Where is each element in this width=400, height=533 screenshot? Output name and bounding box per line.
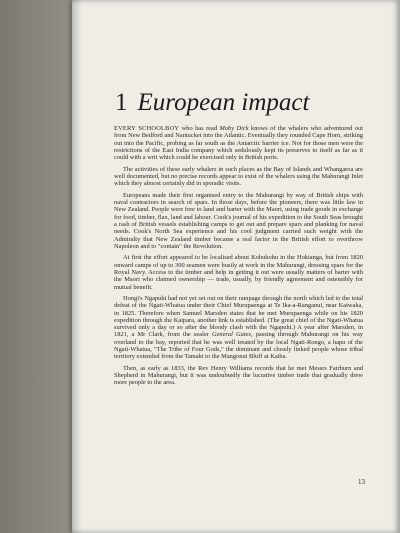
paragraph: [114, 365, 363, 387]
paragraph-lead-in: EVERY SCHOOLBOY: [114, 125, 180, 132]
chapter-number: 1: [115, 89, 128, 116]
paragraph-text: Hongi's Ngapuhi had not yet set out on their rampage through the north which led to the total defeat of the Ngati-Whatua under their Chief Murupaenga at Te Ika-a-Ranganui, near Kaiwaka, in 1825. Therefore when Samuel Marsden states that he met Murupaenga while on his 1820 expedition through the Kaipara, another link is established. (The great chief of the Ngati-Whatua survived only a day or so after the bloody clash with the Ngapuhi.) A year after Marsden, in 1821, a Mr Clark, from the sealer: [114, 294, 363, 339]
paragraph: [114, 295, 363, 361]
paragraph: [114, 254, 363, 290]
italic-title-text: General Gates: [211, 331, 251, 339]
paragraph-text: Europeans made their first organised entry to the Mahurangi by way of British ships with naval contractors in search of spars. In those days, before the pioneers, there was little law in New Zealand. People were free to land and barter with the Maori, using trade goods in exchange for food, timber, flax, land and labour. Cook's journal of his expedition to the South Seas brought a rash of British vessels establishing camps to get out and prepare spars and planking for naval needs. Cook's North Sea experience and his cool judgment carried such weight with the Admiralty that New Zealand timber became a real factor in the British effort to overthrow Napoleon and to "contain" the Revolution.: [114, 191, 363, 250]
chapter-heading: [115, 89, 375, 117]
paragraph: [114, 192, 363, 250]
chapter-title: European impact: [137, 89, 310, 116]
paragraph-text: At first the effort appeared to be localised about Kohukohu in the Hokianga, but from 1820 onward camps of up to 300 seamen were busily at work in the Mahurangi, dressing spars for the Royal Navy. Access to the timber and help in getting it out were usually matters of barter with the Maori who claimed ownership — trade, usually, by friendly agreement and ostensibly for mutual benefit.: [114, 254, 363, 291]
paragraph: [114, 125, 363, 161]
paragraph-text: Then, as early as 1833, the Rev Henry Williams records that he met Messrs Fairburn and Shepherd in Mahurangi, but it was undoubtedly the lucrative timber trade that gradually drew more people to the area.: [114, 364, 363, 387]
body-text: [114, 125, 363, 391]
paragraph: [114, 166, 363, 188]
paragraph-text: knows of the whalers who adventured out from New Bedford and Nantucket into the Atlantic. Eventually they rounded Cape Horn, striking out into the Pacific, probing as far south as the Antarctic barrier ice. Not for those men were the restrictions of the East India company which sedulously kept its preserves to itself as far as it could with a writ which could be exercised only in British ports.: [114, 125, 363, 162]
paragraph-text: who has read: [179, 125, 220, 132]
paragraph-text: , passing through Mahurangi on his way overland to the bay, reported that he was well treated by the local Ngati-Rongo, a hapu of the Ngati-Whatua, "The Tribe of Four Gods," the dominant and closely linked people whose tribal territory extended from the Tamaki to the Mangonui Bluff at Kaiba.: [114, 331, 363, 361]
page-gutter-shadow: [72, 0, 82, 533]
book-page: [72, 0, 400, 533]
paragraph-text: The activities of these early whalers in such places as the Bay of Islands and Whangaroa are well documented, but no precise records appear to exist of the whalers using the Mahurangi Inlet which they almost certainly did in sporadic visits.: [114, 165, 363, 188]
italic-title-text: Moby Dick: [219, 125, 249, 132]
page-number: 13: [358, 478, 365, 486]
